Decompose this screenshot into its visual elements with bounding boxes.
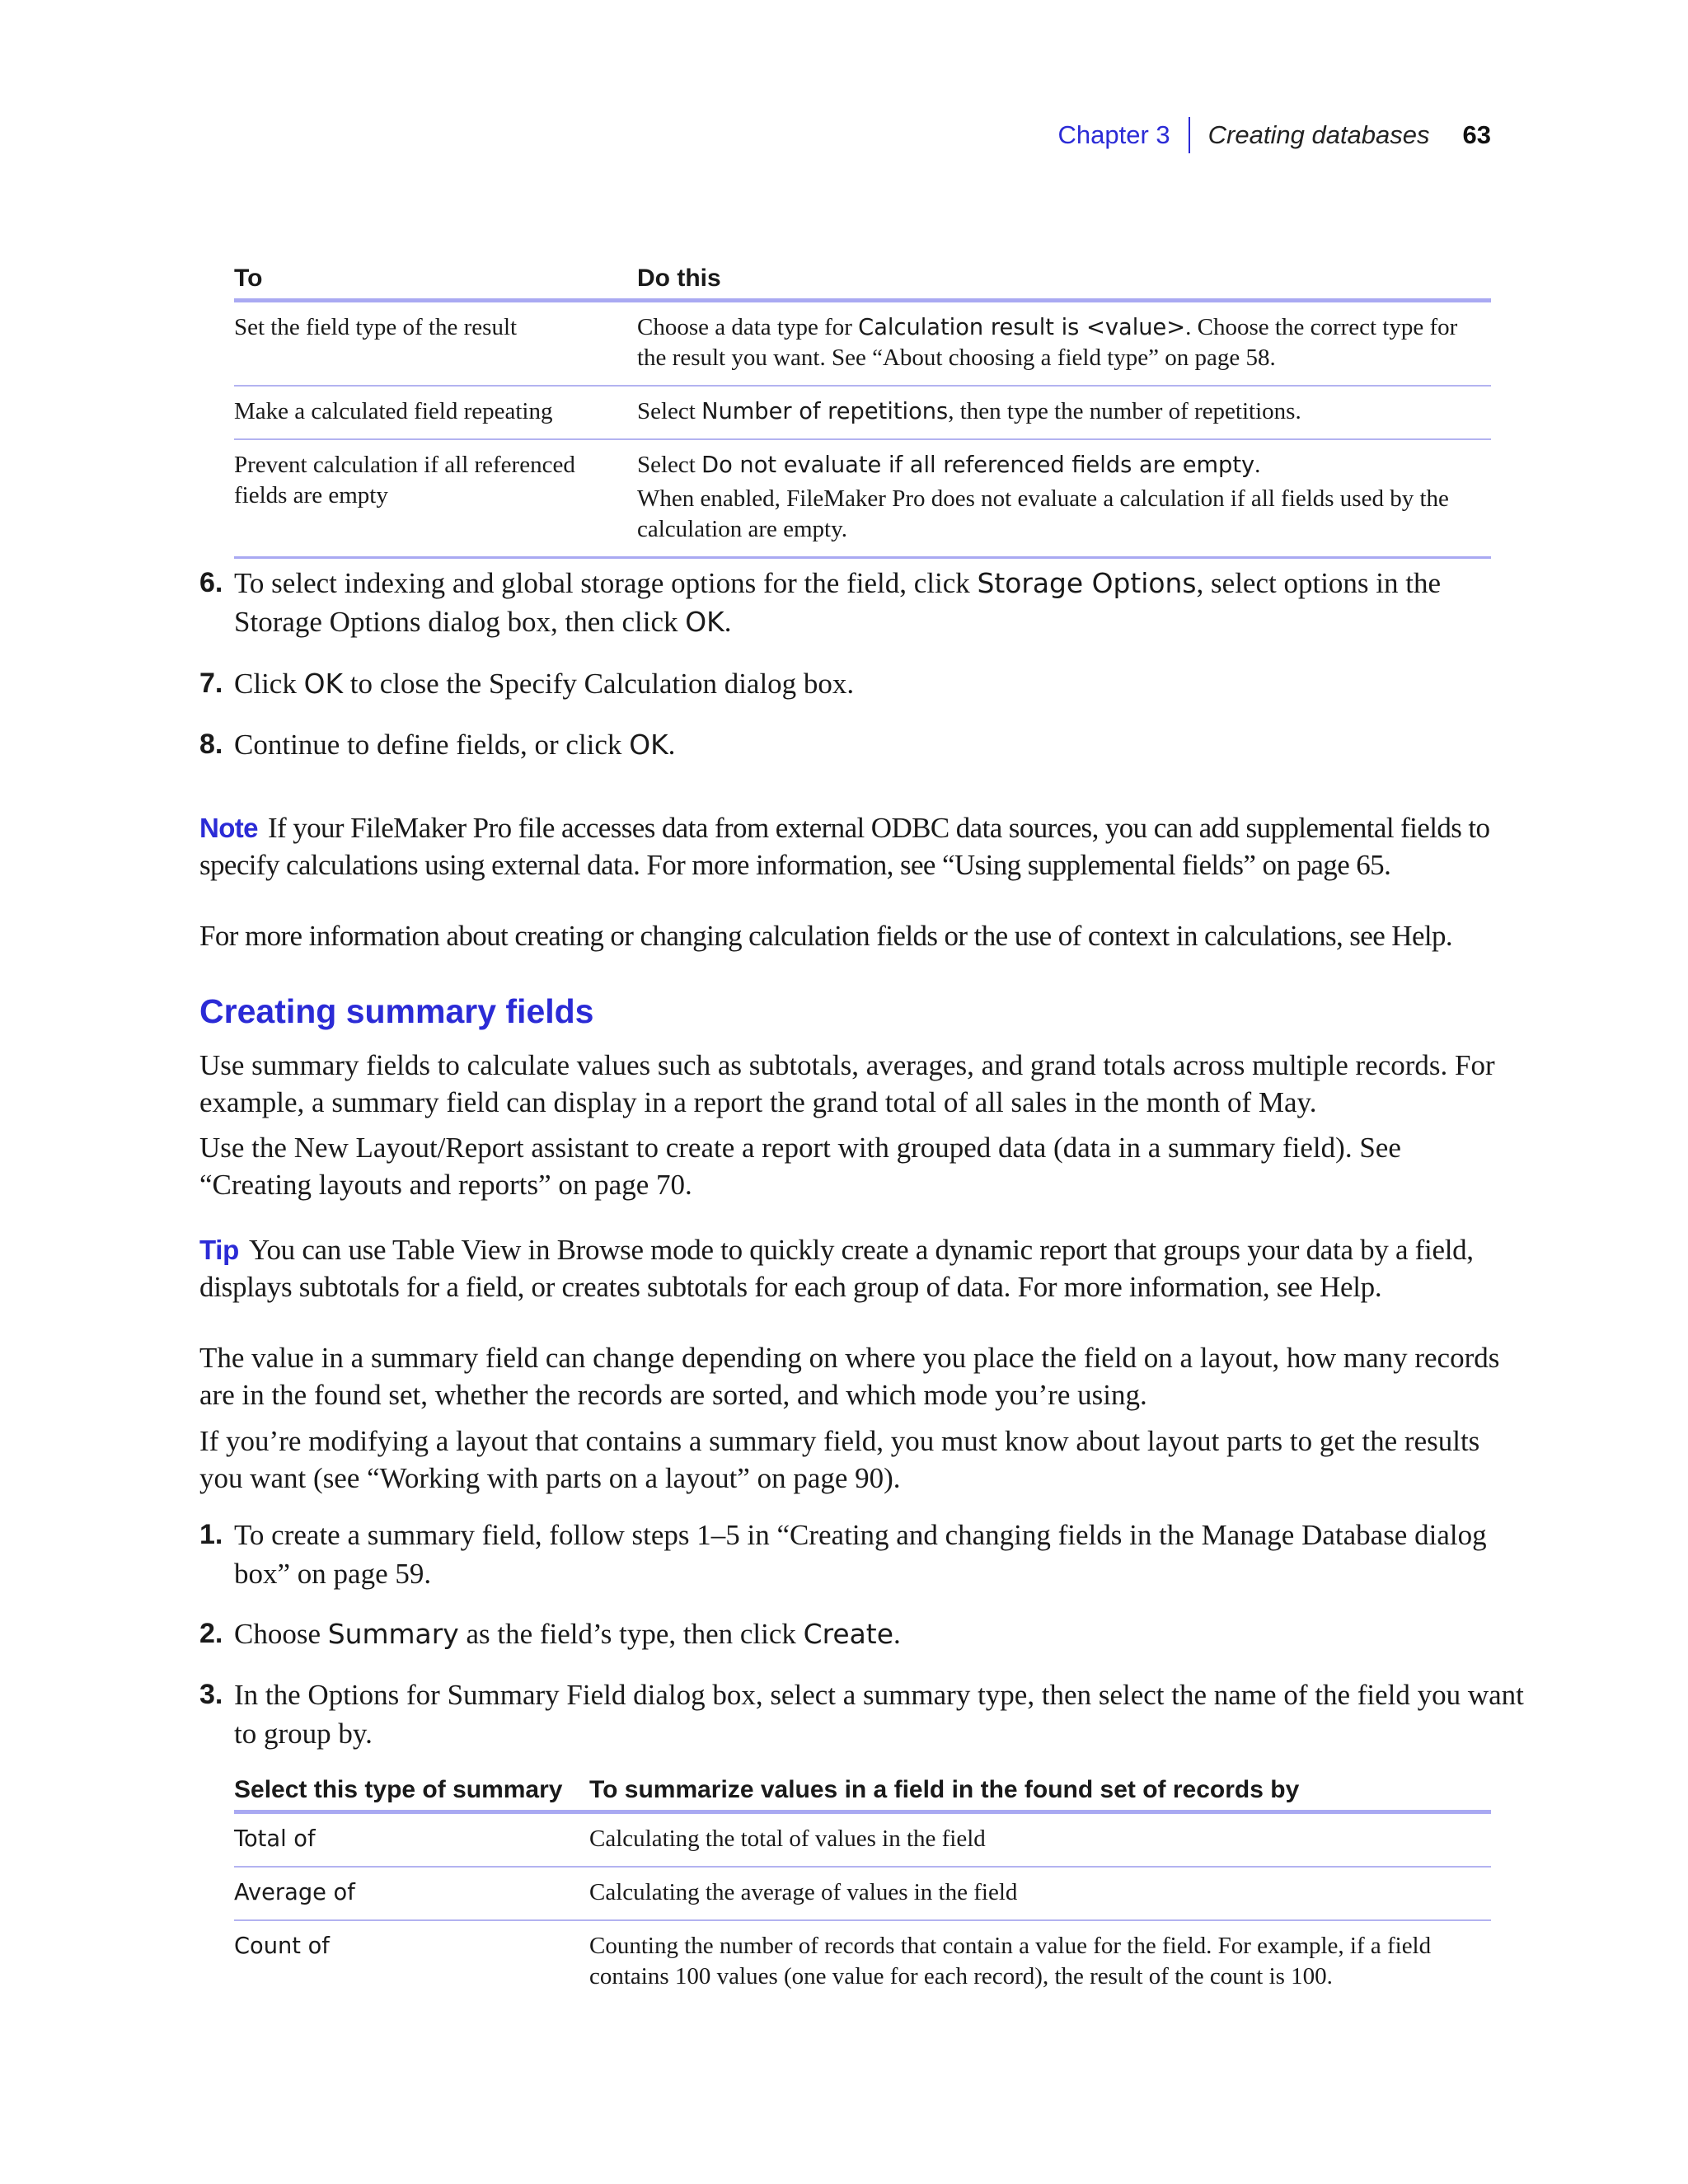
ui-term: OK bbox=[685, 606, 724, 638]
table-cell-summary-type: Count of bbox=[234, 1933, 330, 1959]
table-header-row bbox=[234, 265, 1491, 301]
step-item: 8. Continue to define fields, or click OK. bbox=[199, 725, 1528, 764]
table-cell-do-this: Select Number of repetitions, then type the number of repetitions. bbox=[637, 386, 1491, 439]
calculation-options-table bbox=[234, 265, 1491, 559]
ui-term: Create bbox=[803, 1618, 893, 1650]
table-row bbox=[234, 1867, 1491, 1920]
ui-term: Storage Options bbox=[977, 567, 1197, 599]
step-number: 3. bbox=[199, 1679, 223, 1710]
paragraph: Use the New Layout/Report assistant to create a report with grouped data (data in a summary field). See “Creating layouts and reports” on page 70. bbox=[199, 1132, 1401, 1201]
table-cell-to: Make a calculated field repeating bbox=[234, 386, 637, 439]
section-heading: Creating summary fields bbox=[199, 992, 594, 1030]
table-header-row bbox=[234, 1777, 1491, 1812]
tip-label: Tip bbox=[199, 1235, 239, 1265]
step-item: 2. Choose Summary as the field’s type, then click Create. bbox=[199, 1615, 1528, 1653]
paragraph: Use summary fields to calculate values such as subtotals, averages, and grand totals across multiple records. For example, a summary field can display in a report the grand total of all sales in the month of May. bbox=[199, 1049, 1495, 1118]
column-header-do-this: Do this bbox=[637, 265, 1491, 301]
step-item: 1. To create a summary field, follow steps 1–5 in “Creating and changing fields in the Manage Database dialog box” on page 59. bbox=[199, 1516, 1528, 1593]
table-cell-note: When enabled, FileMaker Pro does not evaluate a calculation if all fields used by the calculation are empty. bbox=[637, 485, 1449, 542]
step-item: 7. Click OK to close the Specify Calculation dialog box. bbox=[199, 664, 1528, 703]
table-cell-to: Prevent calculation if all referenced fields are empty bbox=[234, 439, 637, 558]
table-cell-do-this: Choose a data type for Calculation result is <value>. Choose the correct type for the result you want. See “About choosing a field type” on page 58. bbox=[637, 301, 1491, 387]
column-header-summary-type: Select this type of summary bbox=[234, 1777, 589, 1812]
table-row bbox=[234, 1812, 1491, 1868]
chapter-label: Chapter 3 bbox=[1057, 120, 1170, 149]
ui-term: Do not evaluate if all referenced fields are empty bbox=[701, 452, 1255, 478]
step-number: 8. bbox=[199, 729, 223, 760]
step-number: 7. bbox=[199, 668, 223, 699]
table-row bbox=[234, 386, 1491, 439]
table-cell-to: Set the field type of the result bbox=[234, 301, 637, 387]
summary-types-table bbox=[234, 1777, 1491, 2004]
paragraph: If you’re modifying a layout that contains a summary field, you must know about layout parts to get the results you want (see “Working with parts on a layout” on page 90). bbox=[199, 1425, 1480, 1494]
ui-term: Calculation result is <value> bbox=[858, 315, 1186, 340]
step-number: 1. bbox=[199, 1519, 223, 1550]
header-divider bbox=[1189, 117, 1190, 153]
step-number: 2. bbox=[199, 1618, 223, 1649]
page-header bbox=[1058, 115, 1491, 155]
table-row bbox=[234, 301, 1491, 387]
table-cell-summary-type: Average of bbox=[234, 1867, 589, 1920]
step-item: 3. In the Options for Summary Field dialog box, select a summary type, then select the name of the field you want to group by. bbox=[199, 1675, 1528, 1753]
note-label: Note bbox=[199, 813, 258, 843]
table-cell-summary-type: Total of bbox=[234, 1812, 589, 1868]
table-cell-do-this: Select Do not evaluate if all referenced fields are empty. When enabled, FileMaker Pro does not evaluate a calculation if all fields used by the calculation are empty. bbox=[637, 439, 1491, 558]
table-cell-description: Counting the number of records that contain a value for the field. For example, if a field contains 100 values (one value for each record), the result of the count is 100. bbox=[589, 1933, 1432, 1990]
chapter-title: Creating databases bbox=[1207, 120, 1430, 149]
step-item: 6. To select indexing and global storage options for the field, click Storage Options, select options in the Storage Options dialog box, then click OK. bbox=[199, 564, 1528, 641]
paragraph: For more information about creating or changing calculation fields or the use of context in calculations, see Help. bbox=[199, 920, 1453, 952]
page-number: 63 bbox=[1462, 120, 1491, 149]
column-header-summarize-by: To summarize values in a field in the found set of records by bbox=[589, 1777, 1491, 1812]
column-header-to: To bbox=[234, 265, 637, 301]
table-row bbox=[234, 439, 1491, 558]
ui-term: Summary bbox=[327, 1618, 459, 1650]
table-cell-description: Calculating the average of values in the field bbox=[589, 1867, 1491, 1920]
table-cell-description: Calculating the total of values in the field bbox=[589, 1812, 1491, 1868]
ui-term: OK bbox=[629, 729, 668, 761]
table-row bbox=[234, 1920, 1491, 2004]
ui-term: Number of repetitions bbox=[701, 399, 949, 424]
note-paragraph: Note If your FileMaker Pro file accesses data from external ODBC data sources, you can add supplemental fields to specify calculations using external data. For more information, see “Using supplemental fields” on page 65. bbox=[199, 812, 1490, 881]
step-number: 6. bbox=[199, 567, 223, 598]
paragraph: The value in a summary field can change depending on where you place the field on a layout, how many records are in the found set, whether the records are sorted, and which mode you’re using. bbox=[199, 1342, 1500, 1411]
ui-term: OK bbox=[303, 668, 344, 700]
tip-paragraph: Tip You can use Table View in Browse mode to quickly create a dynamic report that groups your data by a field, displays subtotals for a field, or creates subtotals for each group of data. For more information, see Help. bbox=[199, 1234, 1474, 1303]
